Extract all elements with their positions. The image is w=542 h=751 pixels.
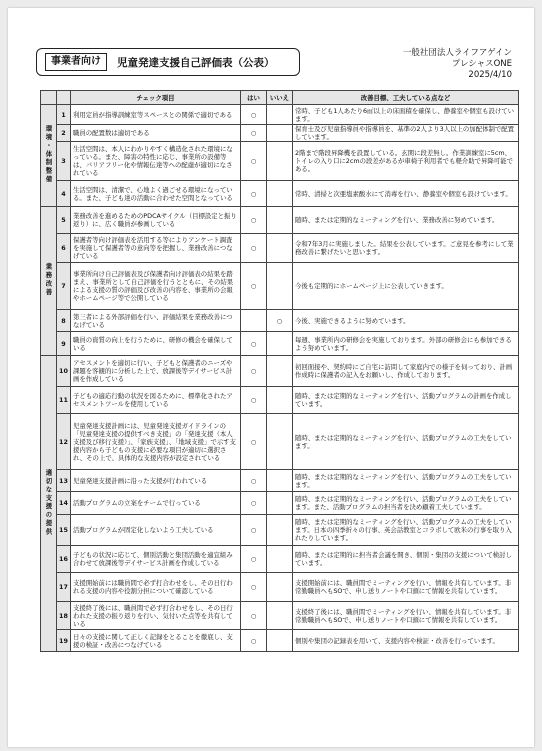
organization-name: 一般社団法人ライフアゲイン [402, 48, 512, 58]
table-row [41, 310, 519, 332]
table-header-row [41, 91, 519, 105]
improvement-note: 随時、または定期的なミーティングを行い、活動プログラムの工夫をしています。また、活動プログラムの担当者を決め顧着工夫しています。 [293, 492, 519, 515]
table-row [41, 125, 519, 142]
header-check-item: チェック項目 [71, 91, 241, 105]
no-mark [267, 515, 293, 546]
check-item-text: 活動プログラムの立案をチームで行っている [71, 492, 241, 515]
row-number: 6 [57, 234, 71, 263]
row-number: 13 [57, 470, 71, 492]
table-row [41, 356, 519, 387]
header-number [57, 91, 71, 105]
no-mark [267, 181, 293, 207]
yes-mark: ○ [241, 356, 267, 387]
improvement-note: 随時、または定期的なミーティングを行い、業務改善に努めています。 [293, 207, 519, 234]
improvement-note: 随時、または定期的なミーティングを行い、活動プログラムの工夫をしています。日本の四季折々の行事、英会話教室とコラボして欧米の行事を取り入れたりしています。 [293, 515, 519, 546]
row-number: 5 [57, 207, 71, 234]
no-mark: ○ [267, 310, 293, 332]
row-number: 12 [57, 414, 71, 470]
check-item-text: 業務改善を進めるためのPDCAサイクル（目標設定と振り返り）に、広く職員が参画している [71, 207, 241, 234]
improvement-note: 随時、または定期的に担当者会議を開き、個別・集団の支援について検討しています。 [293, 546, 519, 573]
no-mark [267, 356, 293, 387]
category-label: 適切な支援の提供 [44, 468, 53, 537]
row-number: 8 [57, 310, 71, 332]
check-item-text: 生活空間は、清潔で、心地よく過ごせる環境になっている。また、子ども達の活動に合わせた空間となっている [71, 181, 241, 207]
category-cell [41, 105, 57, 207]
check-item-text: 日々の支援に関して正しく記録をとることを徹底し、支援の検証・改善につなげている [71, 630, 241, 652]
improvement-note: 今後も定期的にホームページ上に公表していきます。 [293, 263, 519, 310]
yes-mark: ○ [241, 234, 267, 263]
table-row [41, 470, 519, 492]
check-item-text: 職員の配置数は適切である [71, 125, 241, 142]
improvement-note: 令和7年3月に実施しました。結果を公表しています。ご意見を参考にして業務改善に繋げたいと思います。 [293, 234, 519, 263]
table-row [41, 630, 519, 652]
table-row [41, 263, 519, 310]
check-item-text: 支援開始前には職員間で必ず打合わせをし、その日行われる支援の内容や役割分担について確認している [71, 573, 241, 602]
category-cell [41, 207, 57, 356]
yes-mark: ○ [241, 602, 267, 630]
row-number: 10 [57, 356, 71, 387]
no-mark [267, 234, 293, 263]
no-mark [267, 602, 293, 630]
table-row [41, 573, 519, 602]
table-row [41, 181, 519, 207]
check-item-text: 生活空間は、本人にわかりやすく構造化された環境になっている。また、障害の特性に応じ、事業所の設備等は、バリアフリー化や情報伝達等への配慮が適切になされている [71, 142, 241, 181]
category-cell [41, 356, 57, 652]
header-no: いいえ [267, 91, 293, 105]
yes-mark: ○ [241, 387, 267, 414]
row-number: 11 [57, 387, 71, 414]
table-row [41, 546, 519, 573]
document-title: 児童発達支援自己評価表（公表） [117, 56, 275, 69]
row-number: 15 [57, 515, 71, 546]
audience-badge: 事業者向け [45, 53, 107, 71]
improvement-note: 随時、または定期的なミーティングを行い、活動プログラムの計画を作成しています。 [293, 387, 519, 414]
check-item-text: 第三者による外部評価を行い、評価結果を業務改善につなげている [71, 310, 241, 332]
yes-mark: ○ [241, 492, 267, 515]
document-date: 2025/4/10 [468, 70, 512, 80]
yes-mark: ○ [241, 573, 267, 602]
no-mark [267, 630, 293, 652]
check-item-text: アセスメントを適切に行い、子どもと保護者のニーズや課題を客観的に分析した上で、放課後等デイサービス計画を作成している [71, 356, 241, 387]
table-row [41, 602, 519, 630]
no-mark [267, 207, 293, 234]
check-item-text: 子どもの適応行動の状況を図るために、標準化されたアセスメントツールを使用している [71, 387, 241, 414]
table-row [41, 387, 519, 414]
yes-mark: ○ [241, 105, 267, 125]
yes-mark: ○ [241, 207, 267, 234]
improvement-note: 支援開始前には、職員間でミーティングを行い、情報を共有しています。非常勤職員へもSOで、申し送りノートや口頭にて情報を共有しています。 [293, 573, 519, 602]
facility-name: プレシャスONE [451, 59, 512, 69]
row-number: 14 [57, 492, 71, 515]
row-number: 19 [57, 630, 71, 652]
table-row [41, 234, 519, 263]
yes-mark: ○ [241, 142, 267, 181]
no-mark [267, 125, 293, 142]
row-number: 16 [57, 546, 71, 573]
yes-mark: ○ [241, 181, 267, 207]
improvement-note: 随時、または定期的なミーティングを行い、活動プログラムの工夫をしています。 [293, 414, 519, 470]
row-number: 2 [57, 125, 71, 142]
no-mark [267, 573, 293, 602]
organization-info [403, 48, 512, 81]
check-item-text: 職員の資質の向上を行うために、研修の機会を確保している [71, 332, 241, 356]
header-yes: はい [241, 91, 267, 105]
improvement-note: 保育士及び児童指導員や指導員を、基準の2人より3人以上の加配体制で配置しています。 [293, 125, 519, 142]
row-number: 4 [57, 181, 71, 207]
improvement-note: 今後、実施できるように努めています。 [293, 310, 519, 332]
no-mark [267, 387, 293, 414]
row-number: 1 [57, 105, 71, 125]
row-number: 17 [57, 573, 71, 602]
no-mark [267, 263, 293, 310]
no-mark [267, 492, 293, 515]
category-label: 環境・体制整備 [44, 125, 53, 184]
no-mark [267, 142, 293, 181]
row-number: 9 [57, 332, 71, 356]
row-number: 7 [57, 263, 71, 310]
check-item-text: 活動プログラムが固定化しないよう工夫している [71, 515, 241, 546]
improvement-note: 2階まで階段昇降機を設置している。玄関に段差無し。作業訓練室に5cm、トイレの入り口に2cmの段差があるが車椅子利用者でも軽介助で昇降可能である。 [293, 142, 519, 181]
improvement-note: 随時、または定期的なミーティングを行い、活動プログラムの工夫をしています。 [293, 470, 519, 492]
table-row [41, 332, 519, 356]
improvement-note: 個別や集団の記録表を用いて、支援内容や検証・改善を行っています。 [293, 630, 519, 652]
yes-mark: ○ [241, 332, 267, 356]
no-mark [267, 546, 293, 573]
check-item-text: 支援終了後には、職員間で必ず打合わせをし、その日行われた支援の振り返りを行い、気付いた点等を共有している [71, 602, 241, 630]
yes-mark: ○ [241, 630, 267, 652]
check-item-text: 児童発達支援計画に沿った支援が行われている [71, 470, 241, 492]
yes-mark [241, 310, 267, 332]
yes-mark: ○ [241, 470, 267, 492]
yes-mark: ○ [241, 263, 267, 310]
header-category [41, 91, 57, 105]
table-row [41, 414, 519, 470]
check-item-text: 事業所向け自己評価表及び保護者向け評価表の結果を踏まえ、事業所として自己評価を行うとともに、その結果による支援の質の評価及び改善の内容を、事業所の会報やホームページ等で公開している [71, 263, 241, 310]
check-item-text: 保護者等向け評価表を活用する等によりアンケート調査を実施して保護者等の意向等を把握し、業務改善につなげている [71, 234, 241, 263]
improvement-note: 常時、清掃と次亜塩素酸水にて消毒を行い、静養室や個室も設けています。 [293, 181, 519, 207]
improvement-note: 毎週、事業所内の研修会を実施しております。外部の研修会にも参加できるよう努めています。 [293, 332, 519, 356]
check-item-text: 子どもの状況に応じて、個別活動と集団活動を適宜組み合わせて放課後等デイサービス計画を作成している [71, 546, 241, 573]
yes-mark: ○ [241, 546, 267, 573]
row-number: 3 [57, 142, 71, 181]
table-row [41, 515, 519, 546]
yes-mark: ○ [241, 414, 267, 470]
table-row [41, 492, 519, 515]
category-label: 業務改善 [44, 263, 53, 297]
table-row [41, 105, 519, 125]
title-box [36, 48, 300, 76]
no-mark [267, 332, 293, 356]
table-row [41, 142, 519, 181]
check-item-text: 児童発達支援計画には、児童発達支援ガイドラインの「児童発達支援の提供すべき支援」の「発達支援（本人支援及び移行支援）」、「家族支援」、「地域支援」で示す支援内容から子どもの支援に必要な項目が適切に選択され、その上で、具体的な支援内容が設定されている [71, 414, 241, 470]
table-row [41, 207, 519, 234]
no-mark [267, 470, 293, 492]
table-body [41, 105, 519, 652]
yes-mark: ○ [241, 515, 267, 546]
evaluation-table [40, 90, 519, 652]
no-mark [267, 105, 293, 125]
yes-mark: ○ [241, 125, 267, 142]
check-item-text: 利用定員が指導訓練室等スペースとの関係で適切である [71, 105, 241, 125]
row-number: 18 [57, 602, 71, 630]
header-improvement: 改善目標、工夫している点など [293, 91, 519, 105]
improvement-note: 初回面接や、契約時にご自宅に訪問して家庭内での様子を伺っており、計画作成時に保護者の記入をお願いし、作成しております。 [293, 356, 519, 387]
document-page [8, 8, 534, 747]
improvement-note: 常時、子ども1人あたり6㎡以上の床面積を確保し、静養室や個室も設けています。 [293, 105, 519, 125]
improvement-note: 支援終了後には、職員間でミーティングを行い、情報を共有しています。非常勤職員へもSOで、申し送りノートや口頭にて情報を共有しています。 [293, 602, 519, 630]
no-mark [267, 414, 293, 470]
